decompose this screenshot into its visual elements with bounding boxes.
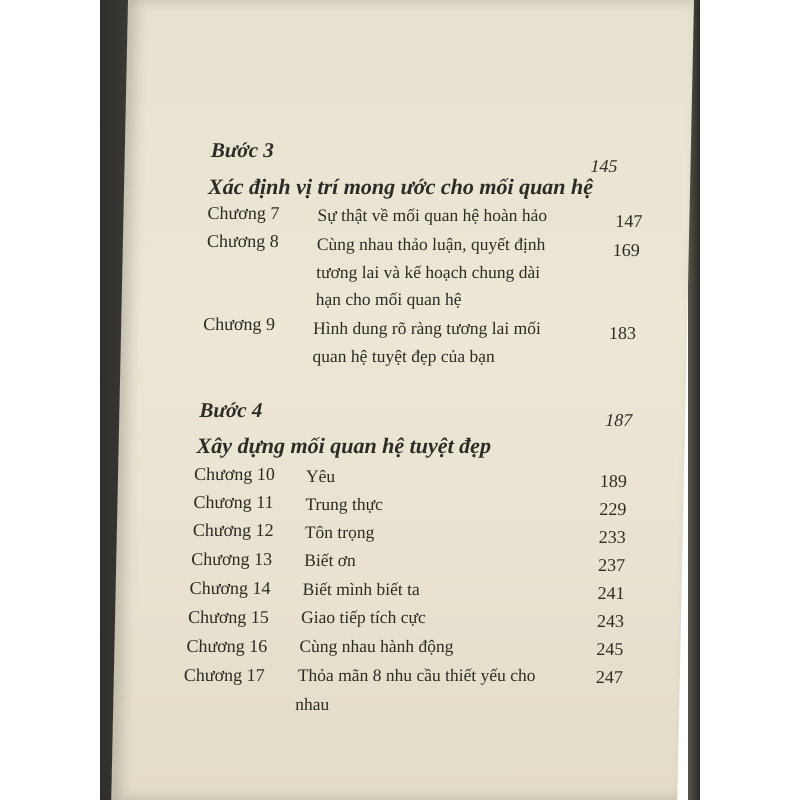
book-page [111, 0, 694, 800]
step-3-label: Bước 3 [210, 138, 275, 162]
chapter-7-title: Sự thật về mối quan hệ hoàn hảo [317, 205, 548, 225]
chapter-7-page: 147 [615, 211, 643, 231]
chapter-8-title-line-3: hạn cho mối quan hệ [315, 289, 462, 309]
chapter-17-page: 247 [595, 667, 624, 687]
chapter-16-title: Cùng nhau hành động [299, 636, 454, 656]
chapter-9-title-line-2: quan hệ tuyệt đẹp của bạn [312, 346, 495, 366]
chapter-11-page: 229 [599, 499, 627, 519]
chapter-12-page: 233 [598, 527, 626, 547]
chapter-8-title-line-2: tương lai và kế hoạch chung dài [316, 262, 541, 282]
chapter-8-title-line-1: Cùng nhau thảo luận, quyết định [316, 234, 546, 254]
chapter-15-label: Chương 15 [187, 607, 270, 627]
chapter-8-label: Chương 8 [206, 231, 279, 251]
chapter-13-page: 237 [597, 555, 626, 575]
chapter-14-title: Biết mình biết ta [302, 579, 421, 599]
chapter-8-page: 169 [612, 240, 640, 260]
step-4-page: 187 [604, 410, 633, 430]
chapter-11-title: Trung thực [305, 494, 384, 514]
chapter-9-page: 183 [608, 323, 637, 343]
step-3-page: 145 [590, 156, 618, 176]
chapter-10-label: Chương 10 [193, 464, 276, 484]
chapter-10-title: Yêu [305, 466, 336, 486]
chapter-14-label: Chương 14 [189, 578, 271, 598]
step-4-label: Bước 4 [199, 398, 263, 422]
chapter-7-label: Chương 7 [207, 203, 280, 223]
step-4-title: Xây dựng mối quan hệ tuyệt đẹp [196, 433, 492, 458]
chapter-12-label: Chương 12 [192, 520, 274, 540]
chapter-14-page: 241 [597, 583, 625, 603]
chapter-15-title: Giao tiếp tích cực [300, 607, 426, 627]
chapter-16-label: Chương 16 [186, 636, 268, 656]
chapter-15-page: 243 [596, 611, 625, 631]
chapter-12-title: Tôn trọng [304, 522, 375, 542]
chapter-9-label: Chương 9 [203, 314, 276, 334]
chapter-17-label: Chương 17 [183, 665, 265, 685]
chapter-17-title-line-2: nhau [295, 694, 330, 714]
step-3-title: Xác định vị trí mong ước cho mối quan hệ [207, 174, 594, 199]
chapter-13-title: Biết ơn [304, 550, 357, 570]
chapter-11-label: Chương 11 [193, 492, 274, 512]
chapter-9-title-line-1: Hình dung rõ ràng tương lai mối [312, 318, 542, 338]
chapter-10-page: 189 [599, 471, 628, 491]
chapter-17-title-line-1: Thỏa mãn 8 nhu cầu thiết yếu cho [297, 665, 536, 685]
chapter-13-label: Chương 13 [191, 549, 273, 569]
chapter-16-page: 245 [596, 639, 624, 659]
